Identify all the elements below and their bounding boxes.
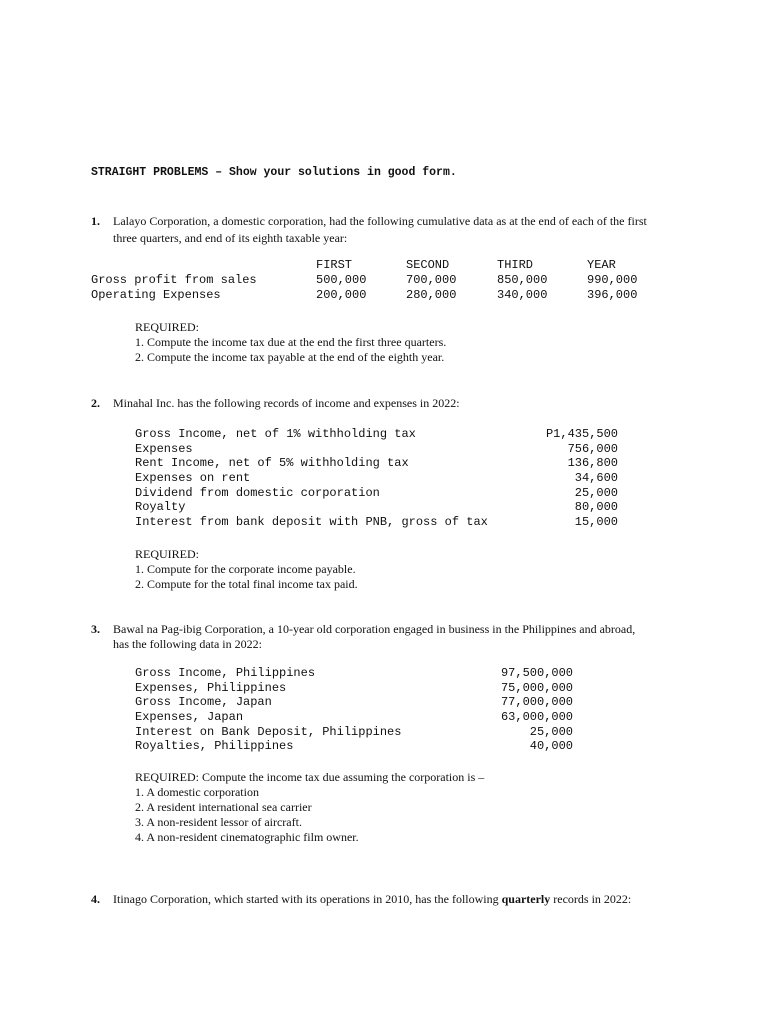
required-item: 4. A non-resident cinematographic film owner. [135,830,359,844]
table-cell: 200,000 [316,288,367,302]
required-title: REQUIRED: [135,547,199,561]
problem-1-number: 1. [91,214,100,228]
column-header: FIRST [316,258,353,272]
row-label: Expenses, Philippines [135,681,287,695]
problem-3-intro [113,622,693,652]
row-value: 25,000 [529,725,573,739]
row-label: Gross profit from sales [91,273,257,287]
problem-1-required [135,320,655,365]
table-cell: 850,000 [497,273,548,287]
row-label: Expenses [135,442,193,456]
table-cell: 280,000 [406,288,457,302]
required-item: 3. A non-resident lessor of aircraft. [135,815,302,829]
row-value: 25,000 [574,486,618,500]
row-value: 80,000 [574,500,618,514]
row-label: Expenses, Japan [135,710,244,724]
row-value: 75,000,000 [500,681,573,695]
required-item: 2. Compute the income tax payable at the end of the eighth year. [135,350,445,364]
row-label: Rent Income, net of 5% withholding tax [135,456,409,470]
problem-4-number: 4. [91,892,100,906]
required-item: 1. Compute the income tax due at the end the first three quarters. [135,335,447,349]
column-header: YEAR [587,258,616,272]
required-title: REQUIRED: Compute the income tax due assuming the corporation is – [135,770,485,784]
problem-4-intro-start: Itinago Corporation, which started with its operations in 2010, has the following [113,892,502,906]
required-item: 1. A domestic corporation [135,785,259,799]
row-label: Gross Income, Philippines [135,666,316,680]
row-label: Dividend from domestic corporation [135,486,380,500]
section-heading: STRAIGHT PROBLEMS – Show your solutions in good form. [91,166,457,179]
row-label: Operating Expenses [91,288,221,302]
table-cell: 340,000 [497,288,548,302]
row-value: 136,800 [567,456,618,470]
problem-2-required [135,547,655,592]
problem-2-number: 2. [91,396,100,410]
row-label: Gross Income, net of 1% withholding tax [135,427,416,441]
required-item: 2. Compute for the total final income tax paid. [135,577,358,591]
required-title: REQUIRED: [135,320,199,334]
row-label: Royalty [135,500,186,514]
row-label: Interest from bank deposit with PNB, gross of tax [135,515,488,529]
problem-2-intro: Minahal Inc. has the following records of income and expenses in 2022: [113,396,460,410]
required-item: 2. A resident international sea carrier [135,800,312,814]
row-value: 63,000,000 [500,710,573,724]
row-value: 77,000,000 [500,695,573,709]
column-header: SECOND [406,258,450,272]
row-label: Gross Income, Japan [135,695,272,709]
table-cell: 990,000 [587,273,638,287]
problem-1-intro-line2: three quarters, and end of its eighth taxable year: [113,231,348,245]
table-cell: 700,000 [406,273,457,287]
required-item: 1. Compute for the corporate income payable. [135,562,356,576]
problem-1-intro [113,214,693,246]
row-value: 97,500,000 [500,666,573,680]
problem-3-number: 3. [91,622,100,636]
problem-3-intro-line2: has the following data in 2022: [113,637,262,651]
row-value: 40,000 [529,739,573,753]
problem-3-required [135,770,655,845]
row-label: Expenses on rent [135,471,251,485]
row-value: 34,600 [574,471,618,485]
column-header: THIRD [497,258,534,272]
row-label: Interest on Bank Deposit, Philippines [135,725,402,739]
table-cell: 500,000 [316,273,367,287]
problem-1-intro-line1: Lalayo Corporation, a domestic corporation, had the following cumulative data as at the end of each of the first [113,214,647,228]
row-value: 15,000 [574,515,618,529]
row-value: 756,000 [567,442,618,456]
problem-3-intro-line1: Bawal na Pag-ibig Corporation, a 10-year old corporation engaged in business in the Philippines and abroad, [113,622,636,636]
problem-4-intro [113,892,693,907]
row-label: Royalties, Philippines [135,739,294,753]
table-cell: 396,000 [587,288,638,302]
problem-4-intro-end: records in 2022: [550,892,632,906]
row-value: P1,435,500 [545,427,618,441]
problem-4-intro-bold: quarterly [501,892,551,906]
